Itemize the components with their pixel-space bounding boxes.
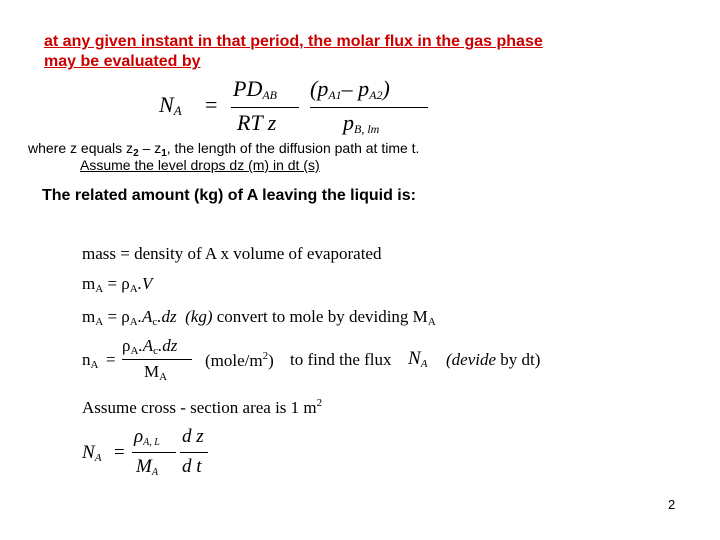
- intro-line-2: may be evaluated by: [44, 53, 201, 70]
- flux-fraction-bar-1: [231, 107, 299, 108]
- derivation-line-3: [82, 307, 436, 328]
- d4-N: N: [408, 348, 421, 369]
- d3-eq: = ρ: [103, 307, 130, 326]
- section-heading: The related amount (kg) of A leaving the liquid is:: [42, 187, 416, 204]
- where-prefix: where z equals z: [28, 140, 134, 156]
- flux-den: RT z: [237, 110, 277, 135]
- flux-equation: [155, 76, 445, 146]
- d4-units-close: ): [268, 351, 274, 370]
- d6-Nsub: A: [94, 452, 102, 464]
- d3-rest: convert to mole by deviding M: [212, 307, 428, 326]
- flux-paren-open: (p: [310, 76, 329, 101]
- d2-eq: = ρ: [103, 274, 130, 293]
- d4-den: M: [144, 362, 160, 381]
- d6-eq: =: [114, 442, 125, 463]
- d4-Nsub: A: [420, 358, 428, 370]
- derivation-line-2: [82, 274, 152, 295]
- d5-sup: 2: [316, 397, 323, 409]
- d6-fraction-bar-2: [180, 452, 208, 453]
- where-z2-sub: 2: [133, 148, 139, 159]
- where-line-2: Assume the level drops dz (m) in dt (s): [80, 157, 320, 173]
- d4-units: (mole/m: [205, 351, 263, 370]
- d4-devide: (devide: [446, 350, 497, 369]
- d2-rsub: A: [129, 283, 138, 295]
- flux-minus: – p: [341, 76, 370, 101]
- d6-N: N: [82, 442, 95, 463]
- d4-units-sup: 2: [262, 350, 269, 362]
- d2-m: m: [82, 274, 96, 293]
- d4-num-rsub: A: [130, 345, 139, 357]
- d4-num-r: ρ: [122, 336, 131, 355]
- d3-rsub: A: [129, 316, 138, 328]
- d3-mid: .A: [137, 307, 153, 326]
- flux-num-sub: AB: [262, 88, 277, 102]
- flux-num: PD: [233, 76, 263, 101]
- d3-Msub: A: [427, 316, 436, 328]
- flux-pa1-sub: A1: [328, 88, 342, 102]
- page-number: 2: [668, 497, 676, 512]
- d3-m: m: [82, 307, 96, 326]
- d4-num-dz: .dz: [157, 336, 178, 355]
- derivation-line-5: [82, 397, 322, 418]
- d4-by: by dt): [496, 350, 541, 369]
- flux-lhs: N: [159, 92, 174, 117]
- flux-fraction-bar-2: [310, 107, 428, 108]
- flux-paren-close: ): [382, 76, 390, 101]
- d4-num-csub: c: [153, 345, 158, 357]
- d4-n: n: [82, 350, 91, 369]
- d4-text: to find the flux: [290, 350, 392, 369]
- intro-line-1: at any given instant in that period, the molar flux in the gas phase: [44, 33, 543, 50]
- derivation-line-1: mass = density of A x volume of evaporated: [82, 244, 382, 263]
- d4-den-sub: A: [159, 371, 168, 383]
- d6-den-M: M: [136, 456, 152, 477]
- d3-dz: .dz: [157, 307, 177, 326]
- derivation-line-6: [82, 426, 222, 482]
- d3-csub: c: [152, 316, 158, 328]
- d6-dt: d t: [182, 456, 202, 477]
- d5-text: Assume cross - section area is 1 m: [82, 398, 317, 417]
- d2-msub: A: [95, 283, 104, 295]
- derivation-line-4: [82, 334, 602, 390]
- d3-msub: A: [95, 316, 104, 328]
- where-suffix: , the length of the diffusion path at time t.: [166, 140, 420, 156]
- d4-nsub: A: [90, 359, 99, 371]
- d3-kg: (kg): [185, 307, 213, 326]
- flux-equals: =: [205, 92, 218, 117]
- d2-tail: .V: [137, 274, 153, 293]
- d4-num-mid: .A: [138, 336, 154, 355]
- d6-num-r: ρ: [134, 426, 144, 447]
- d6-fraction-bar-1: [132, 452, 176, 453]
- d6-dz: d z: [182, 426, 204, 447]
- where-z1-sub: 1: [161, 148, 167, 159]
- d6-den-sub: A: [151, 467, 158, 478]
- flux-den2: p: [343, 110, 354, 135]
- where-dash: – z: [138, 140, 162, 156]
- d4-eq: =: [106, 350, 116, 369]
- flux-pa2-sub: A2: [369, 88, 383, 102]
- d4-fraction-bar: [122, 359, 192, 360]
- flux-den2-sub: B, lm: [354, 122, 380, 136]
- flux-lhs-sub: A: [173, 103, 182, 118]
- d6-num-rsub: A, L: [143, 437, 160, 448]
